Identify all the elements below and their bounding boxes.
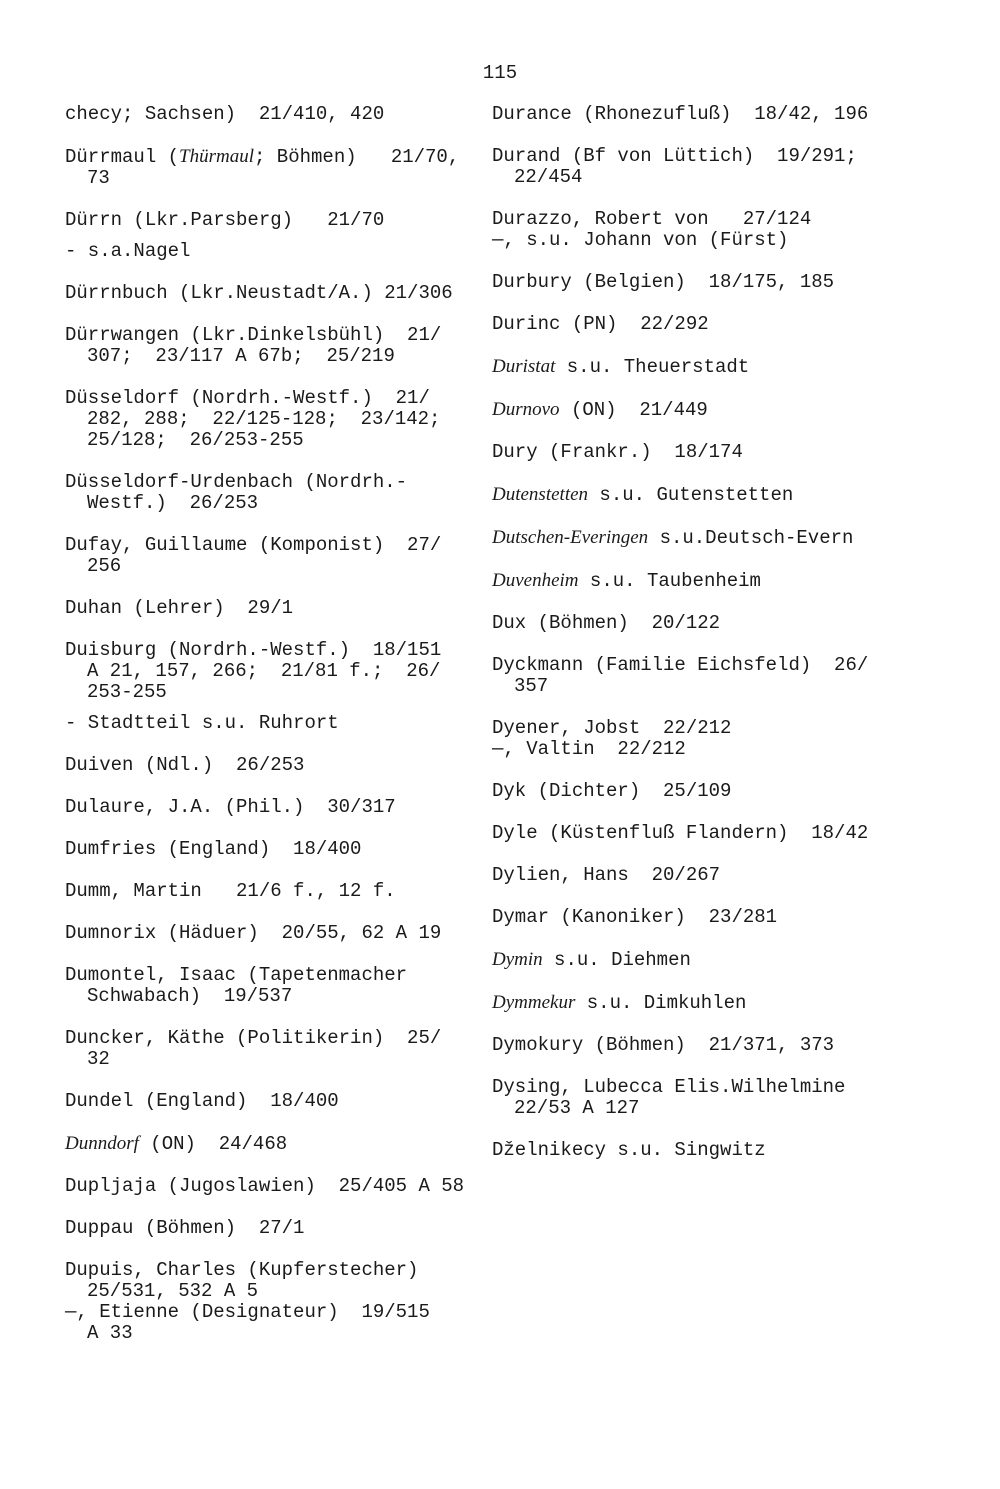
index-entry (492, 356, 982, 378)
entry-line: Duncker, Käthe (Politikerin) 25/ (65, 1027, 442, 1049)
entry-italic-text: Dunndorf (65, 1133, 139, 1154)
entry-line: 32 (87, 1048, 110, 1070)
entry-line: Dupuis, Charles (Kupferstecher) (65, 1259, 419, 1281)
entry-line: 357 (514, 675, 549, 697)
entry-line: Dürrwangen (Lkr.Dinkelsbühl) 21/ (65, 324, 442, 346)
entry-line: Dyle (Küstenfluß Flandern) 18/42 (492, 822, 869, 844)
entry-line: Dželnikecy s.u. Singwitz (492, 1139, 766, 1161)
index-entry (492, 613, 982, 634)
entry-line: Dumm, Martin 21/6 f., 12 f. (65, 880, 396, 902)
index-entry (492, 527, 982, 549)
entry-text: s.u.Deutsch-Evern (648, 527, 854, 549)
index-entry (492, 718, 982, 760)
index-entry (492, 655, 982, 697)
entry-line: Durinc (PN) 22/292 (492, 313, 709, 335)
entry-line: Dufay, Guillaume (Komponist) 27/ (65, 534, 442, 556)
index-entry (492, 1035, 982, 1056)
index-entry (65, 325, 475, 367)
entry-line (492, 399, 982, 421)
entry-line: Durance (Rhonezufluß) 18/42, 196 (492, 103, 869, 125)
entry-line: Dumontel, Isaac (Tapetenmacher (65, 964, 408, 986)
entry-line: Schwabach) 19/537 (87, 985, 293, 1007)
index-entry (65, 713, 475, 734)
entry-italic-text: Dutenstetten (492, 484, 589, 505)
entry-line: checy; Sachsen) 21/410, 420 (65, 103, 385, 125)
entry-line: Durbury (Belgien) 18/175, 185 (492, 271, 835, 293)
entry-line: 73 (87, 167, 110, 189)
entry-line: Duiven (Ndl.) 26/253 (65, 754, 305, 776)
entry-text: s.u. Gutenstetten (588, 484, 794, 506)
entry-italic-text: Thürmaul (179, 146, 254, 167)
entry-line: Durazzo, Robert von 27/124 (492, 208, 812, 230)
entry-line: Dyener, Jobst 22/212 (492, 717, 732, 739)
entry-text: s.u. Diehmen (542, 949, 691, 971)
index-entry (65, 1176, 475, 1197)
index-entry (65, 923, 475, 944)
index-entry (65, 640, 475, 703)
entry-text: ; Böhmen) 21/70, (254, 146, 460, 168)
entry-line: 25/128; 26/253-255 (87, 429, 304, 451)
entry-line: Dysing, Lubecca Elis.Wilhelmine (492, 1076, 846, 1098)
entry-italic-text: Durnovo (492, 399, 560, 420)
entry-line (492, 527, 982, 549)
entry-line: A 21, 157, 266; 21/81 f.; 26/ (87, 660, 441, 682)
entry-line: 22/454 (514, 166, 583, 188)
entry-line (65, 1133, 475, 1155)
entry-italic-text: Dymin (492, 949, 543, 970)
index-entry (492, 146, 982, 188)
entry-line: 282, 288; 22/125-128; 23/142; (87, 408, 441, 430)
entry-line: 307; 23/117 A 67b; 25/219 (87, 345, 395, 367)
index-entry (65, 210, 475, 231)
entry-italic-text: Dutschen-Everingen (492, 527, 649, 548)
index-entry (65, 1028, 475, 1070)
index-entry (65, 146, 475, 189)
entry-text: s.u. Taubenheim (578, 570, 761, 592)
index-entry (492, 209, 982, 251)
index-entry (65, 839, 475, 860)
entry-line: Dulaure, J.A. (Phil.) 30/317 (65, 796, 396, 818)
index-entry (65, 1091, 475, 1112)
entry-line (492, 949, 982, 971)
entry-line: Dumnorix (Häduer) 20/55, 62 A 19 (65, 922, 442, 944)
entry-line: Düsseldorf-Urdenbach (Nordrh.- (65, 471, 408, 493)
index-entry (492, 484, 982, 506)
index-entry (65, 104, 475, 125)
page-number: 115 (482, 62, 518, 84)
entry-italic-text: Duristat (492, 356, 556, 377)
entry-line: Durand (Bf von Lüttich) 19/291; (492, 145, 857, 167)
entry-italic-text: Dymmekur (492, 992, 576, 1013)
entry-line: Duisburg (Nordrh.-Westf.) 18/151 (65, 639, 442, 661)
entry-line: A 33 (87, 1322, 133, 1344)
index-entry (65, 388, 475, 451)
index-entry (65, 1133, 475, 1155)
index-entry (492, 823, 982, 844)
entry-line: 256 (87, 555, 122, 577)
entry-line (492, 484, 982, 506)
entry-line: Dupljaja (Jugoslawien) 25/405 A 58 (65, 1175, 465, 1197)
entry-line: —, Valtin 22/212 (492, 738, 686, 760)
index-entry (65, 535, 475, 577)
index-entry (492, 949, 982, 971)
entry-line (492, 992, 982, 1014)
entry-line: Dymokury (Böhmen) 21/371, 373 (492, 1034, 835, 1056)
index-entry (65, 755, 475, 776)
entry-line (492, 356, 982, 378)
index-entry (492, 314, 982, 335)
entry-line: Dury (Frankr.) 18/174 (492, 441, 743, 463)
entry-line (492, 570, 982, 592)
index-entry (65, 472, 475, 514)
index-entry (492, 104, 982, 125)
index-column-right (492, 104, 982, 1182)
entry-line: Duhan (Lehrer) 29/1 (65, 597, 294, 619)
entry-text: s.u. Dimkuhlen (575, 992, 747, 1014)
index-entry (492, 865, 982, 886)
index-entry (65, 1218, 475, 1239)
entry-line: 25/531, 532 A 5 (87, 1280, 259, 1302)
index-column-left (65, 104, 475, 1365)
entry-text: (ON) 21/449 (559, 399, 708, 421)
index-entry (492, 1077, 982, 1119)
index-entry (492, 399, 982, 421)
index-entry (492, 1140, 982, 1161)
entry-line (65, 146, 475, 168)
entry-line: 22/53 A 127 (514, 1097, 640, 1119)
index-entry (65, 797, 475, 818)
index-entry (492, 570, 982, 592)
entry-line: - s.a.Nagel (65, 240, 191, 262)
entry-text: Dürrmaul ( (65, 146, 180, 168)
entry-line: Duppau (Böhmen) 27/1 (65, 1217, 305, 1239)
entry-line: Westf.) 26/253 (87, 492, 259, 514)
entry-line: —, Etienne (Designateur) 19/515 (65, 1301, 430, 1323)
entry-text: (ON) 24/468 (138, 1133, 288, 1155)
entry-line: 253-255 (87, 681, 167, 703)
entry-italic-text: Duvenheim (492, 570, 579, 591)
index-entry (492, 992, 982, 1014)
entry-line: —, s.u. Johann von (Fürst) (492, 229, 789, 251)
index-entry (492, 272, 982, 293)
index-entry (65, 1260, 475, 1344)
entry-line: - Stadtteil s.u. Ruhrort (65, 712, 339, 734)
entry-text: s.u. Theuerstadt (555, 356, 750, 378)
index-entry (65, 965, 475, 1007)
index-entry (65, 881, 475, 902)
entry-line: Dumfries (England) 18/400 (65, 838, 362, 860)
entry-line: Dylien, Hans 20/267 (492, 864, 721, 886)
entry-line: Dyk (Dichter) 25/109 (492, 780, 732, 802)
entry-line: Dürrn (Lkr.Parsberg) 21/70 (65, 209, 385, 231)
index-entry (492, 907, 982, 928)
index-entry (492, 781, 982, 802)
index-entry (492, 442, 982, 463)
entry-line: Dyckmann (Familie Eichsfeld) 26/ (492, 654, 869, 676)
entry-line: Dymar (Kanoniker) 23/281 (492, 906, 778, 928)
entry-line: Dundel (England) 18/400 (65, 1090, 339, 1112)
entry-line: Dux (Böhmen) 20/122 (492, 612, 721, 634)
index-entry (65, 241, 475, 262)
index-entry (65, 283, 475, 304)
entry-line: Dürrnbuch (Lkr.Neustadt/A.) 21/306 (65, 282, 453, 304)
entry-line: Düsseldorf (Nordrh.-Westf.) 21/ (65, 387, 430, 409)
index-entry (65, 598, 475, 619)
